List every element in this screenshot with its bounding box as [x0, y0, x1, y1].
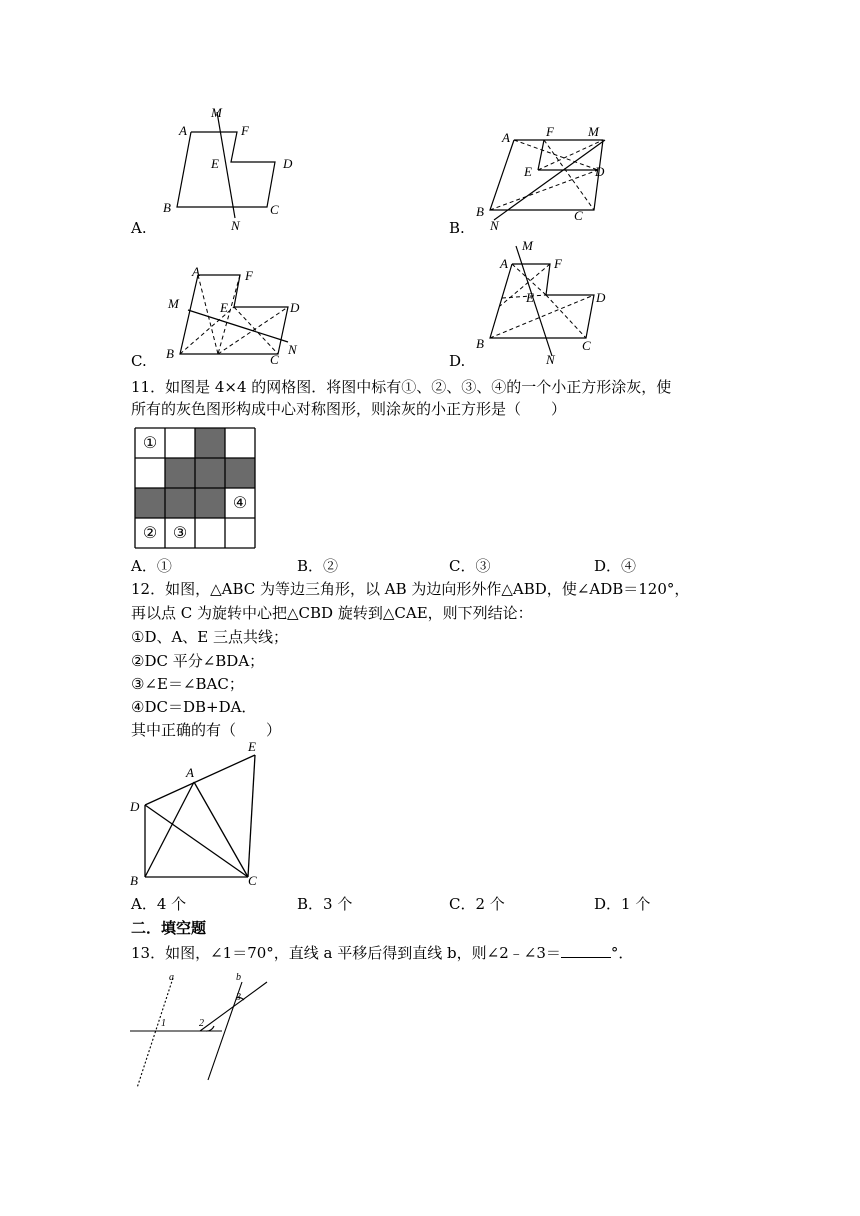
svg-text:D: D: [290, 300, 300, 315]
q12-option-b: B．3 个: [297, 895, 353, 913]
q12-figure: [126, 737, 276, 892]
svg-text:F: F: [241, 123, 249, 138]
q10-figure-a: [155, 100, 315, 235]
svg-text:M: M: [588, 124, 599, 139]
svg-text:A: A: [502, 130, 510, 145]
option-letter: D.: [449, 352, 466, 370]
svg-text:a: a: [169, 972, 174, 983]
svg-text:F: F: [554, 256, 562, 271]
svg-text:N: N: [546, 352, 555, 367]
svg-text:N: N: [231, 218, 240, 233]
svg-text:N: N: [288, 342, 297, 357]
answer-blank: [561, 943, 611, 958]
q13-text-after: °．: [610, 944, 634, 962]
q11-option-c: C．③: [449, 557, 491, 575]
q12-question: 其中正确的有（ ）: [131, 721, 282, 739]
svg-text:B: B: [130, 873, 138, 888]
svg-text:F: F: [245, 268, 253, 283]
q11-option-b: B．②: [297, 557, 339, 575]
grid-mark-4: ④: [232, 493, 248, 512]
q12-stem-line1: 12．如图，△ABC 为等边三角形，以 AB 为边向形外作△ABD，使∠ADB＝120°，: [131, 580, 690, 598]
svg-text:D: D: [130, 799, 140, 814]
svg-text:1: 1: [161, 1018, 166, 1029]
svg-text:M: M: [211, 105, 222, 120]
svg-text:C: C: [248, 873, 257, 888]
q12-option-c: C．2 个: [449, 895, 505, 913]
svg-text:B: B: [476, 204, 484, 219]
option-letter: A.: [131, 219, 147, 237]
q11-option-a: A．①: [131, 557, 172, 575]
svg-text:D: D: [283, 156, 293, 171]
q11-stem-line1: 11．如图是 4×4 的网格图．将图中标有①、②、③、④的一个小正方形涂灰，使: [131, 378, 672, 396]
q10-figure-c: [160, 262, 310, 367]
q11-grid: [134, 427, 256, 549]
q12-conclusion-4: ④DC＝DB+DA．: [131, 698, 257, 716]
q12-conclusion-3: ③∠E＝∠BAC；: [131, 675, 244, 693]
grid-mark-2: ②: [142, 523, 158, 542]
svg-text:D: D: [596, 290, 606, 305]
q11-option-d: D．④: [594, 557, 637, 575]
svg-text:N: N: [490, 218, 499, 233]
svg-text:A: A: [186, 765, 194, 780]
section-title: 二．填空题: [131, 919, 207, 937]
svg-text:F: F: [546, 124, 554, 139]
svg-text:b: b: [236, 972, 241, 983]
svg-text:B: B: [163, 200, 171, 215]
q12-conclusion-2: ②DC 平分∠BDA；: [131, 652, 265, 670]
svg-text:E: E: [248, 739, 256, 754]
svg-text:E: E: [220, 300, 228, 315]
svg-text:D: D: [595, 164, 605, 179]
svg-text:2: 2: [199, 1018, 204, 1029]
svg-text:B: B: [166, 346, 174, 361]
svg-text:A: A: [179, 123, 187, 138]
q12-option-d: D．1 个: [594, 895, 651, 913]
svg-text:C: C: [574, 208, 583, 223]
q13-stem: [131, 942, 633, 964]
svg-text:M: M: [168, 296, 179, 311]
svg-text:M: M: [522, 238, 533, 253]
q13-figure: [126, 968, 276, 1093]
q12-stem-line2: 再以点 C 为旋转中心把△CBD 旋转到△CAE，则下列结论：: [131, 604, 533, 622]
q10-figure-b: [470, 120, 620, 235]
svg-text:B: B: [476, 336, 484, 351]
svg-text:E: E: [211, 156, 219, 171]
option-letter: C.: [131, 352, 147, 370]
q10-figure-d: [472, 238, 622, 368]
grid-mark-3: ③: [172, 523, 188, 542]
q11-stem-line2: 所有的灰色图形构成中心对称图形，则涂灰的小正方形是（ ）: [131, 400, 567, 418]
svg-text:C: C: [270, 202, 279, 217]
svg-text:A: A: [192, 264, 200, 279]
q13-text-before: 13．如图，∠1＝70°，直线 a 平移后得到直线 b，则∠2﹣∠3＝: [131, 944, 561, 962]
svg-text:E: E: [524, 164, 532, 179]
svg-text:A: A: [500, 256, 508, 271]
svg-text:C: C: [582, 338, 591, 353]
q12-conclusion-1: ①D、A、E 三点共线；: [131, 628, 289, 646]
option-letter: B.: [449, 219, 465, 237]
grid-mark-1: ①: [142, 433, 158, 452]
svg-text:3: 3: [236, 992, 241, 1003]
svg-text:E: E: [526, 290, 534, 305]
svg-text:C: C: [270, 352, 279, 367]
q12-option-a: A．4 个: [131, 895, 187, 913]
